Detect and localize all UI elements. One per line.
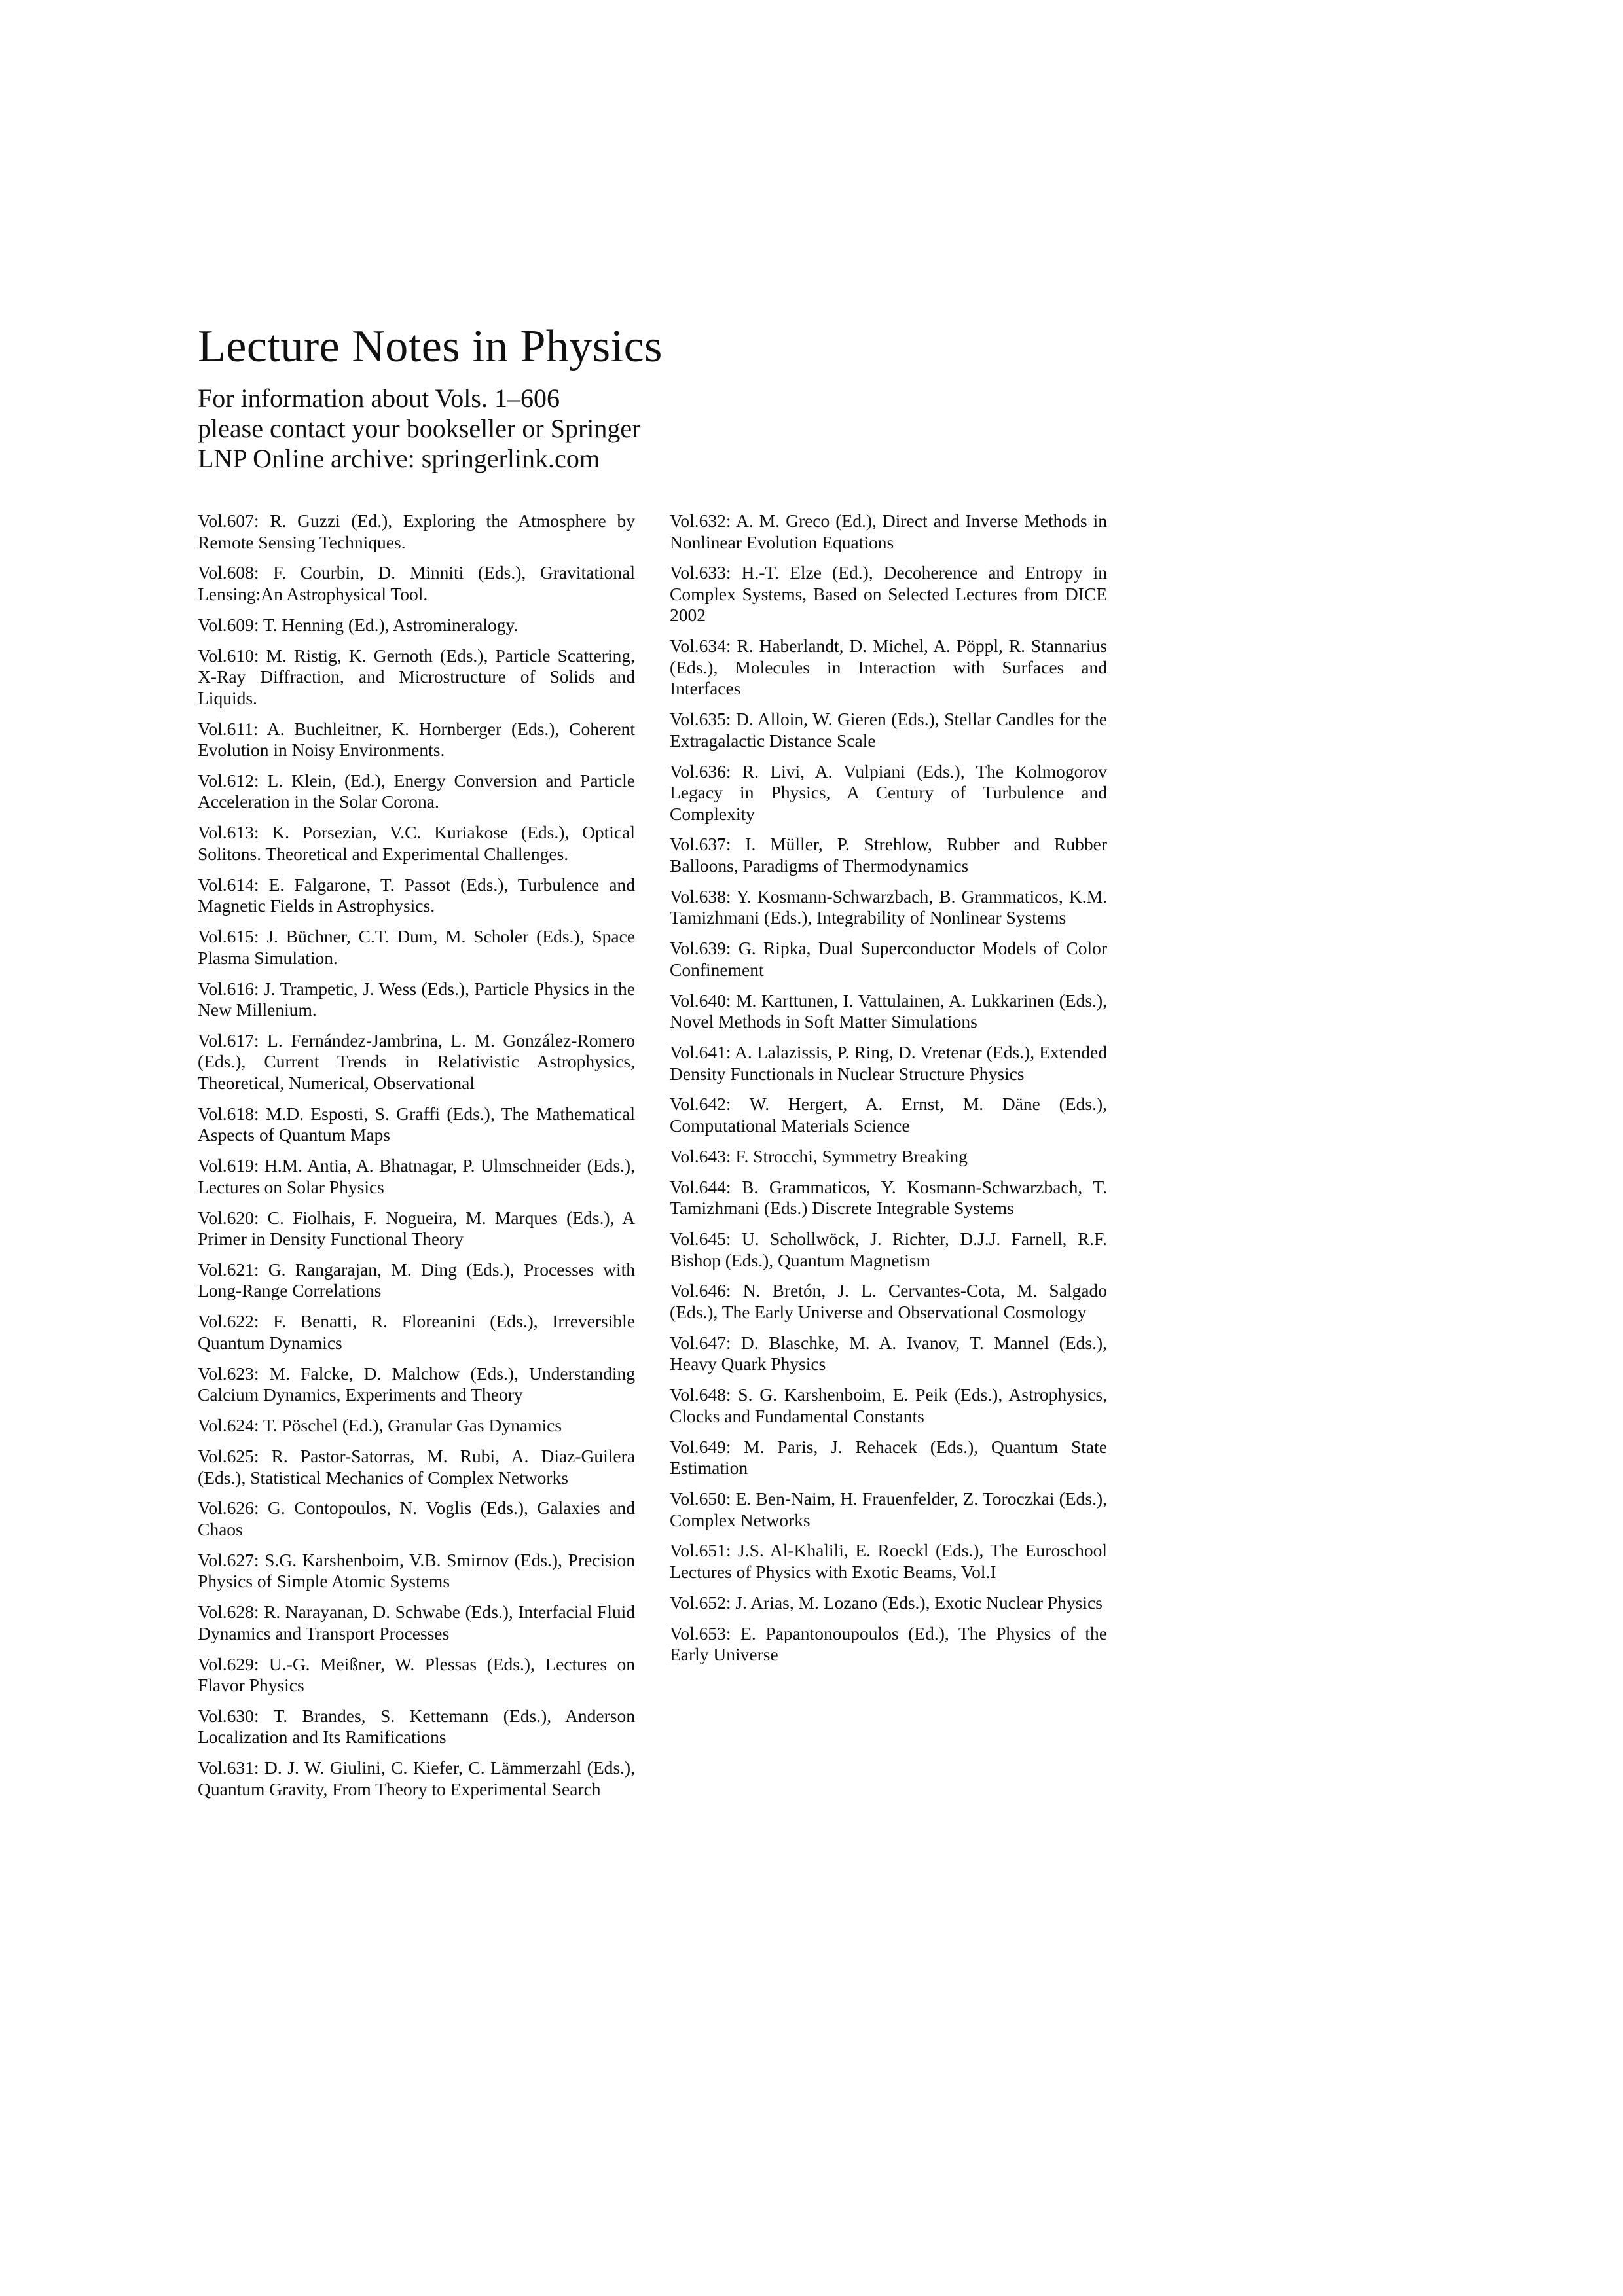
volume-entry: Vol.631: D. J. W. Giulini, C. Kiefer, C. Lämmerzahl (Eds.), Quantum Gravity, From Theory to Experimental Search [198, 1757, 635, 1799]
volume-entry: Vol.618: M.D. Esposti, S. Graffi (Eds.), The Mathematical Aspects of Quantum Maps [198, 1103, 635, 1145]
volume-entry: Vol.635: D. Alloin, W. Gieren (Eds.), Stellar Candles for the Extragalactic Distance Scale [670, 709, 1107, 751]
volume-entry: Vol.619: H.M. Antia, A. Bhatnagar, P. Ulmschneider (Eds.), Lectures on Solar Physics [198, 1155, 635, 1197]
volume-entry: Vol.638: Y. Kosmann-Schwarzbach, B. Grammaticos, K.M. Tamizhmani (Eds.), Integrability of Nonlinear Systems [670, 886, 1107, 928]
volume-entry: Vol.614: E. Falgarone, T. Passot (Eds.), Turbulence and Magnetic Fields in Astrophysics. [198, 874, 635, 916]
volume-entry: Vol.633: H.-T. Elze (Ed.), Decoherence and Entropy in Complex Systems, Based on Selected Lectures from DICE 2002 [670, 562, 1107, 626]
volume-entry: Vol.643: F. Strocchi, Symmetry Breaking [670, 1145, 968, 1166]
volume-entry: Vol.648: S. G. Karshenboim, E. Peik (Eds.), Astrophysics, Clocks and Fundamental Constants [670, 1384, 1107, 1426]
volume-entry: Vol.653: E. Papantonoupoulos (Ed.), The Physics of the Early Universe [670, 1623, 1107, 1665]
volume-entry: Vol.637: I. Müller, P. Strehlow, Rubber and Rubber Balloons, Paradigms of Thermodynamics [670, 834, 1107, 876]
volume-entry: Vol.611: A. Buchleitner, K. Hornberger (Eds.), Coherent Evolution in Noisy Environments. [198, 718, 635, 761]
intro-line: please contact your bookseller or Springer [198, 414, 641, 443]
volume-entry: Vol.639: G. Ripka, Dual Superconductor Models of Color Confinement [670, 938, 1107, 980]
volume-entry: Vol.636: R. Livi, A. Vulpiani (Eds.), The Kolmogorov Legacy in Physics, A Century of Turbulence and Complexity [670, 761, 1107, 824]
volume-entry: Vol.634: R. Haberlandt, D. Michel, A. Pöppl, R. Stannarius (Eds.), Molecules in Interaction with Surfaces and Interfaces [670, 636, 1107, 699]
volume-entry: Vol.629: U.-G. Meißner, W. Plessas (Eds.), Lectures on Flavor Physics [198, 1653, 635, 1696]
volume-entry: Vol.617: L. Fernández-Jambrina, L. M. González-Romero (Eds.), Current Trends in Relativistic Astrophysics, Theoretical, Numerical, Observational [198, 1030, 635, 1093]
volume-entry: Vol.613: K. Porsezian, V.C. Kuriakose (Eds.), Optical Solitons. Theoretical and Experimental Challenges. [198, 822, 635, 864]
volume-entry: Vol.626: G. Contopoulos, N. Voglis (Eds.), Galaxies and Chaos [198, 1498, 635, 1539]
volume-entry: Vol.628: R. Narayanan, D. Schwabe (Eds.), Interfacial Fluid Dynamics and Transport Processes [198, 1602, 635, 1643]
volume-entry: Vol.641: A. Lalazissis, P. Ring, D. Vretenar (Eds.), Extended Density Functionals in Nuclear Structure Physics [670, 1042, 1107, 1084]
volume-entry: Vol.652: J. Arias, M. Lozano (Eds.), Exotic Nuclear Physics [670, 1592, 1103, 1613]
intro-line: LNP Online archive: springerlink.com [198, 444, 600, 473]
volume-entry: Vol.609: T. Henning (Ed.), Astromineralogy. [198, 614, 519, 635]
intro-text [198, 384, 640, 474]
volume-entry: Vol.650: E. Ben-Naim, H. Frauenfelder, Z. Toroczkai (Eds.), Complex Networks [670, 1488, 1107, 1530]
volume-entry: Vol.622: F. Benatti, R. Floreanini (Eds.), Irreversible Quantum Dynamics [198, 1311, 635, 1353]
volume-entry: Vol.624: T. Pöschel (Ed.), Granular Gas Dynamics [198, 1415, 562, 1436]
volume-list-left [198, 511, 635, 1810]
volume-entry: Vol.608: F. Courbin, D. Minniti (Eds.), Gravitational Lensing:An Astrophysical Tool. [198, 562, 635, 604]
volume-entry: Vol.640: M. Karttunen, I. Vattulainen, A. Lukkarinen (Eds.), Novel Methods in Soft Matter Simulations [670, 990, 1107, 1032]
volume-entry: Vol.620: C. Fiolhais, F. Nogueira, M. Marques (Eds.), A Primer in Density Functional Theory [198, 1207, 635, 1249]
volume-entry: Vol.651: J.S. Al-Khalili, E. Roeckl (Eds.), The Euroschool Lectures of Physics with Exotic Beams, Vol.I [670, 1540, 1107, 1582]
volume-entry: Vol.615: J. Büchner, C.T. Dum, M. Scholer (Eds.), Space Plasma Simulation. [198, 926, 635, 968]
volume-entry: Vol.646: N. Bretón, J. L. Cervantes-Cota, M. Salgado (Eds.), The Early Universe and Observational Cosmology [670, 1280, 1107, 1322]
volume-entry: Vol.623: M. Falcke, D. Malchow (Eds.), Understanding Calcium Dynamics, Experiments and Theory [198, 1363, 635, 1405]
volume-entry: Vol.627: S.G. Karshenboim, V.B. Smirnov (Eds.), Precision Physics of Simple Atomic Systems [198, 1549, 635, 1592]
volume-list-right [670, 511, 1107, 1675]
volume-entry: Vol.632: A. M. Greco (Ed.), Direct and Inverse Methods in Nonlinear Evolution Equations [670, 511, 1107, 552]
volume-entry: Vol.616: J. Trampetic, J. Wess (Eds.), Particle Physics in the New Millenium. [198, 978, 635, 1020]
volume-entry: Vol.625: R. Pastor-Satorras, M. Rubi, A. Diaz-Guilera (Eds.), Statistical Mechanics of Complex Networks [198, 1446, 635, 1488]
volume-entry: Vol.644: B. Grammaticos, Y. Kosmann-Schwarzbach, T. Tamizhmani (Eds.) Discrete Integrable Systems [670, 1176, 1107, 1219]
volume-entry: Vol.649: M. Paris, J. Rehacek (Eds.), Quantum State Estimation [670, 1436, 1107, 1479]
volume-entry: Vol.647: D. Blaschke, M. A. Ivanov, T. Mannel (Eds.), Heavy Quark Physics [670, 1332, 1107, 1374]
intro-line: For information about Vols. 1–606 [198, 384, 560, 413]
volume-entry: Vol.642: W. Hergert, A. Ernst, M. Däne (Eds.), Computational Materials Science [670, 1094, 1107, 1136]
volume-entry: Vol.621: G. Rangarajan, M. Ding (Eds.), Processes with Long-Range Correlations [198, 1259, 635, 1301]
volume-entry: Vol.610: M. Ristig, K. Gernoth (Eds.), Particle Scattering, X-Ray Diffraction, and Microstructure of Solids and Liquids. [198, 645, 635, 708]
page-title: Lecture Notes in Physics [198, 321, 663, 372]
volume-entry: Vol.645: U. Schollwöck, J. Richter, D.J.J. Farnell, R.F. Bishop (Eds.), Quantum Magnetism [670, 1229, 1107, 1270]
volume-entry: Vol.612: L. Klein, (Ed.), Energy Conversion and Particle Acceleration in the Solar Corona. [198, 770, 635, 812]
volume-entry: Vol.607: R. Guzzi (Ed.), Exploring the Atmosphere by Remote Sensing Techniques. [198, 511, 635, 552]
volume-entry: Vol.630: T. Brandes, S. Kettemann (Eds.), Anderson Localization and Its Ramifications [198, 1705, 635, 1748]
